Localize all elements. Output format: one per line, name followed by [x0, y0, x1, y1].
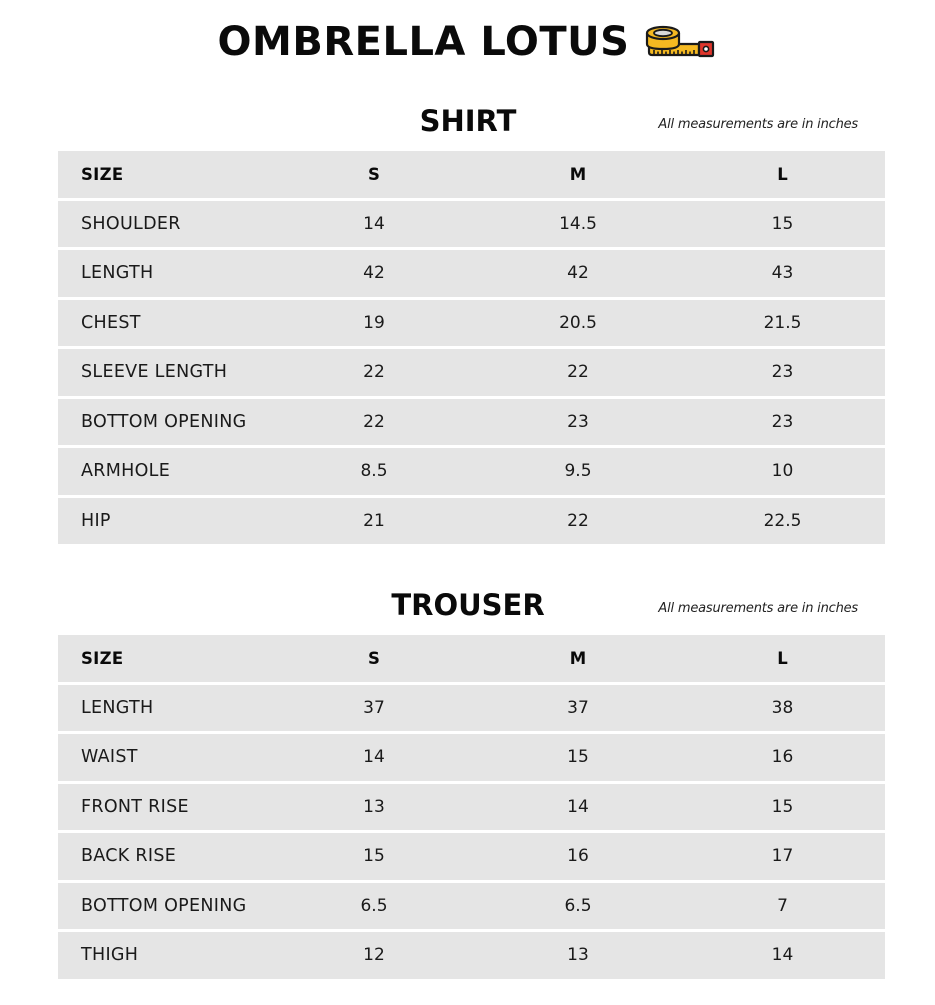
value-m: 20.5 — [559, 312, 597, 333]
row-label: LENGTH — [81, 263, 154, 284]
table-row — [58, 349, 885, 396]
header-l: L — [777, 648, 788, 668]
value-m: 15 — [567, 747, 589, 768]
table-row — [58, 201, 885, 248]
table-row — [58, 448, 885, 495]
value-s: 37 — [363, 697, 385, 718]
brand-title: OMBRELLA LOTUS — [217, 19, 630, 65]
value-s: 19 — [363, 312, 385, 333]
table-row — [58, 685, 885, 732]
value-l: 10 — [771, 461, 794, 482]
value-m: 37 — [567, 697, 589, 718]
value-l: 21.5 — [763, 312, 802, 333]
value-m: 14 — [567, 796, 589, 817]
table-header-row — [58, 151, 885, 198]
table-row — [58, 498, 885, 545]
header-size: SIZE — [81, 648, 124, 668]
value-s: 42 — [363, 263, 385, 284]
trouser-section — [58, 585, 885, 979]
value-l: 43 — [771, 263, 794, 284]
value-s: 21 — [363, 510, 385, 531]
value-m: 23 — [567, 411, 589, 432]
value-s: 14 — [363, 747, 385, 768]
header-m: M — [569, 648, 587, 668]
header-l: L — [777, 164, 788, 184]
value-l: 16 — [771, 747, 794, 768]
table-header-row — [58, 635, 885, 682]
measuring-tape-icon — [643, 22, 717, 62]
value-s: 14 — [363, 213, 385, 234]
shirt-section — [58, 101, 885, 544]
row-label: SLEEVE LENGTH — [81, 362, 228, 383]
value-m: 6.5 — [564, 895, 592, 916]
table-row — [58, 883, 885, 930]
value-m: 22 — [567, 362, 589, 383]
trouser-size-table — [58, 635, 885, 979]
trouser-title-text: TROUSER — [391, 588, 545, 622]
shirt-units-note: All measurements are in inches — [658, 117, 858, 132]
header-size: SIZE — [81, 164, 124, 184]
row-label: ARMHOLE — [81, 461, 171, 482]
row-label: BACK RISE — [81, 846, 177, 867]
value-s: 15 — [363, 846, 385, 867]
table-row — [58, 300, 885, 347]
value-m: 22 — [567, 510, 589, 531]
row-label: FRONT RISE — [81, 796, 189, 817]
value-m: 14.5 — [559, 213, 597, 234]
table-row — [58, 250, 885, 297]
value-m: 9.5 — [564, 461, 592, 482]
value-l: 15 — [771, 796, 794, 817]
trouser-section-header — [58, 585, 885, 635]
shirt-section-header — [58, 101, 885, 151]
row-label: CHEST — [81, 312, 141, 333]
row-label: SHOULDER — [81, 213, 181, 234]
table-row — [58, 784, 885, 831]
table-row — [58, 833, 885, 880]
value-m: 16 — [567, 846, 589, 867]
value-l: 38 — [771, 697, 794, 718]
brand-header — [0, 18, 935, 66]
row-label: WAIST — [81, 747, 138, 768]
shirt-title-text: SHIRT — [419, 104, 517, 138]
value-m: 42 — [567, 263, 589, 284]
value-s: 22 — [363, 411, 385, 432]
value-l: 14 — [771, 945, 794, 966]
value-l: 15 — [771, 213, 794, 234]
value-l: 23 — [771, 411, 794, 432]
row-label: BOTTOM OPENING — [81, 411, 247, 432]
value-s: 22 — [363, 362, 385, 383]
table-row — [58, 932, 885, 979]
value-m: 13 — [567, 945, 589, 966]
row-label: THIGH — [81, 945, 139, 966]
trouser-units-note: All measurements are in inches — [658, 601, 858, 616]
header-s: S — [368, 648, 380, 668]
value-s: 13 — [363, 796, 385, 817]
value-l: 17 — [771, 846, 794, 867]
value-s: 12 — [363, 945, 385, 966]
header-m: M — [569, 164, 587, 184]
row-label: HIP — [81, 510, 111, 531]
table-row — [58, 734, 885, 781]
shirt-size-table — [58, 151, 885, 544]
value-l: 23 — [771, 362, 794, 383]
row-label: LENGTH — [81, 697, 154, 718]
value-l: 22.5 — [763, 510, 802, 531]
row-label: BOTTOM OPENING — [81, 895, 247, 916]
value-s: 6.5 — [360, 895, 388, 916]
value-s: 8.5 — [360, 461, 388, 482]
value-l: 7 — [777, 895, 788, 916]
header-s: S — [368, 164, 380, 184]
table-row — [58, 399, 885, 446]
